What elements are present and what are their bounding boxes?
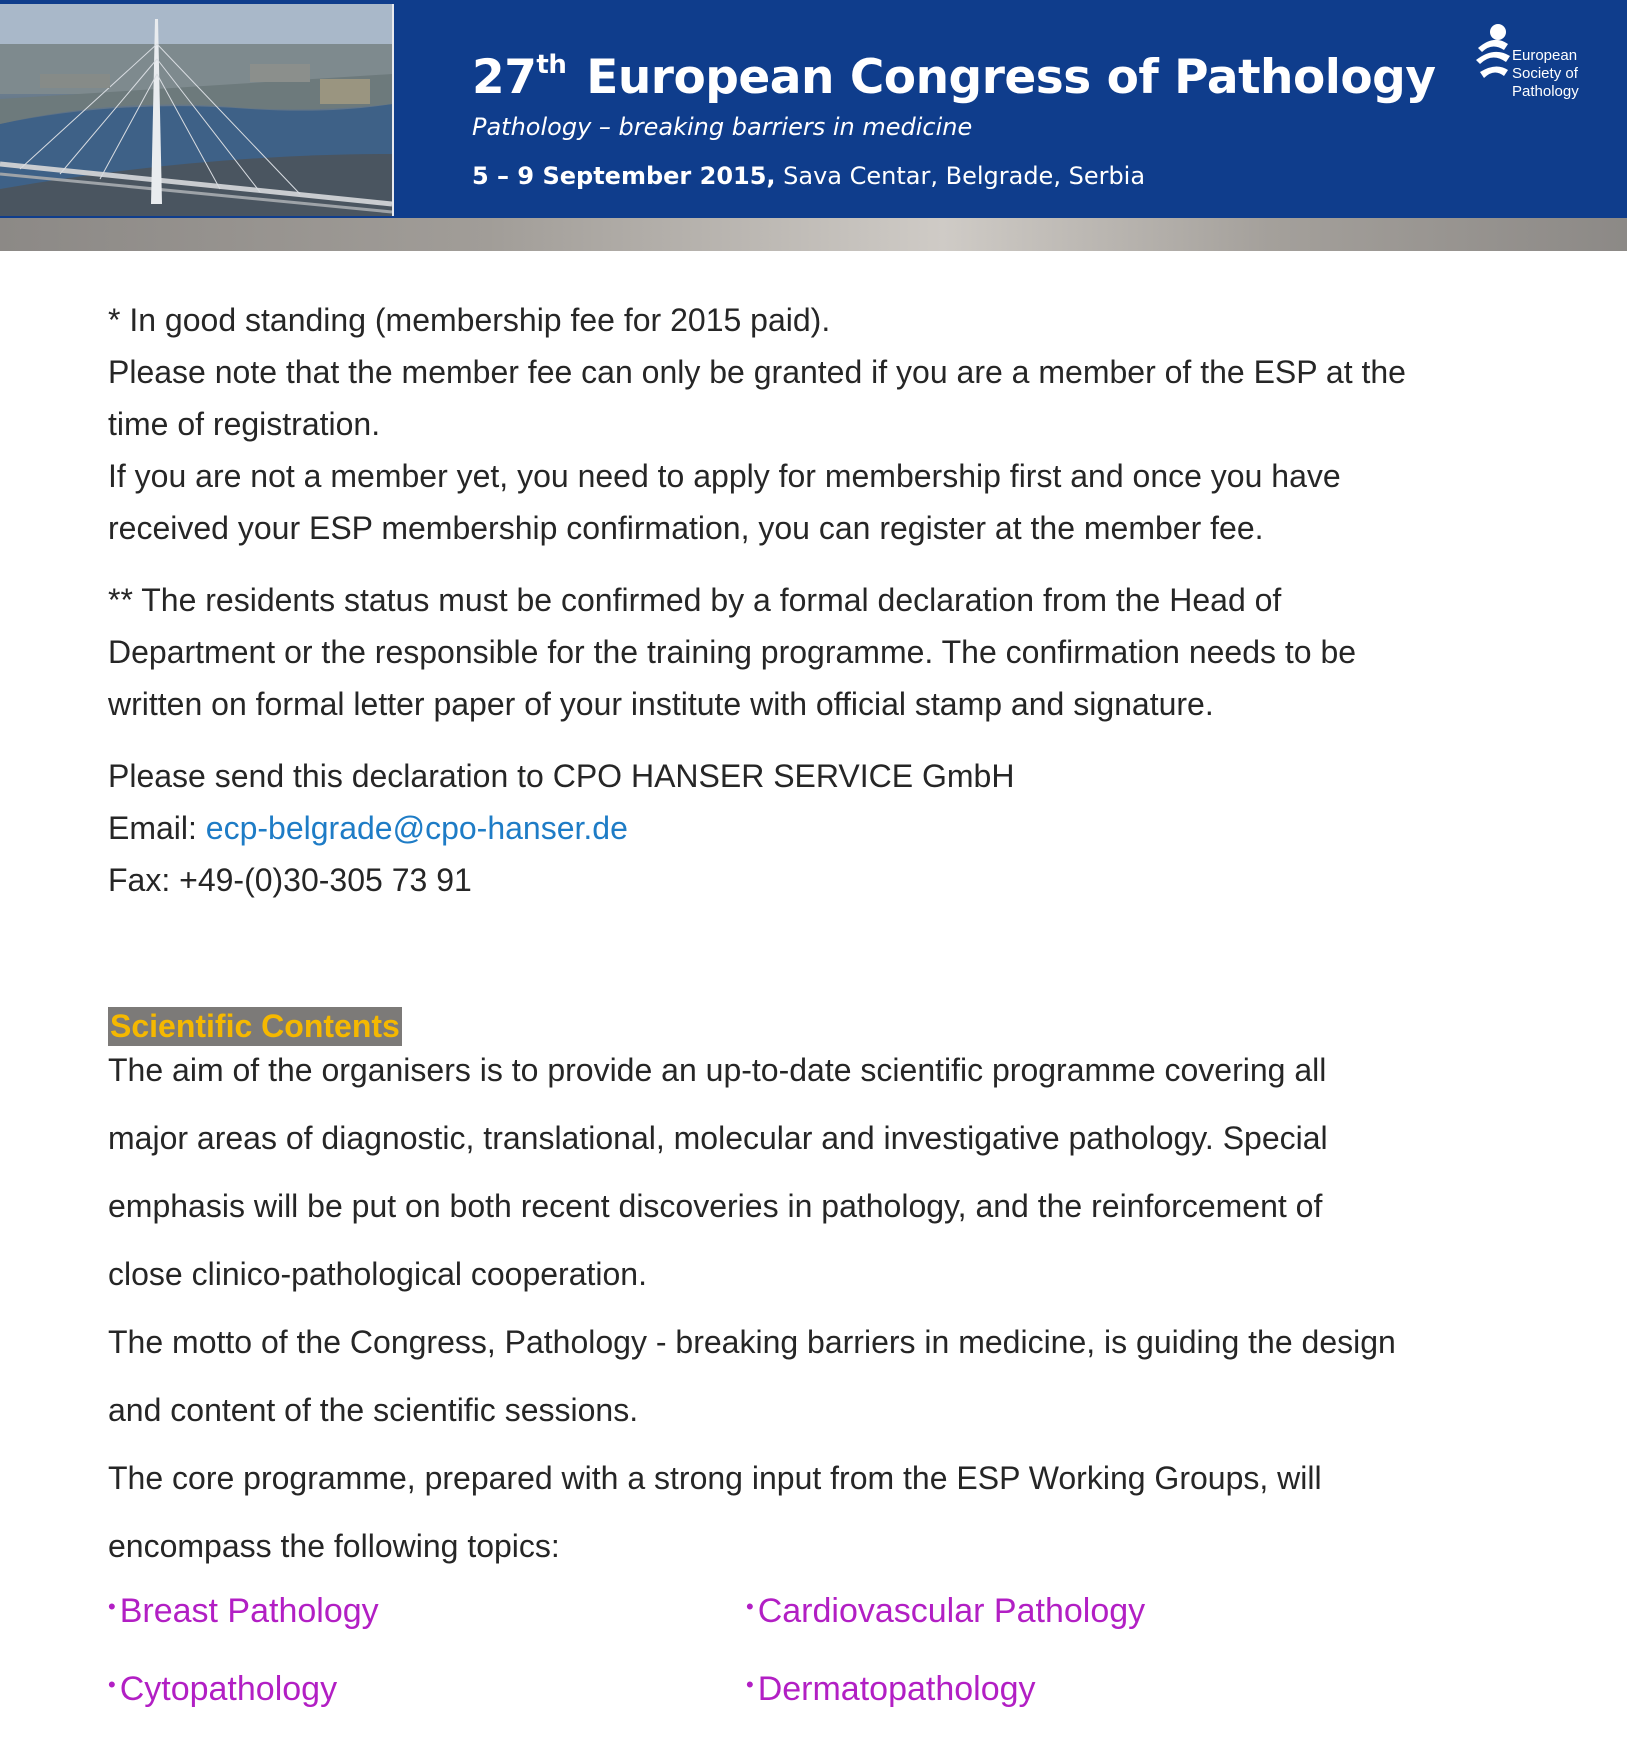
member-fee-text-line1: Please note that the member fee can only be granted if you are a member of the ESP at the bbox=[108, 354, 1406, 390]
motto-text-line1: The motto of the Congress, Pathology - breaking barriers in medicine, is guiding the design bbox=[108, 1324, 1396, 1360]
title-ordinal-suffix: th bbox=[536, 50, 567, 80]
residents-text-line2: Department or the responsible for the training programme. The confirmation needs to be bbox=[108, 634, 1357, 670]
esp-logo bbox=[1474, 22, 1604, 112]
esp-logo-text: European Society of Pathology bbox=[1512, 47, 1579, 100]
topic-cardiovascular-pathology: • Cardiovascular Pathology bbox=[746, 1592, 1146, 1630]
residents-text-line3: written on formal letter paper of your institute with official stamp and signature. bbox=[108, 686, 1214, 722]
aim-text-line3: emphasis will be put on both recent discoveries in pathology, and the reinforcement of bbox=[108, 1188, 1323, 1224]
scientific-contents-heading: Scientific Contents bbox=[110, 1008, 400, 1044]
congress-banner bbox=[0, 0, 1627, 218]
not-member-text-line2: received your ESP membership confirmation, you can register at the member fee. bbox=[108, 510, 1264, 546]
bullet-icon: • bbox=[108, 1594, 116, 1619]
aim-text-line2: major areas of diagnostic, translational, molecular and investigative pathology. Special bbox=[108, 1120, 1328, 1156]
residents-text-line1: ** The residents status must be confirmed by a formal declaration from the Head of bbox=[108, 582, 1282, 618]
banner-text-area bbox=[392, 0, 1627, 218]
aim-text-line4: close clinico-pathological cooperation. bbox=[108, 1256, 647, 1292]
banner-divider-bar bbox=[0, 218, 1627, 251]
topic-dermatopathology: • Dermatopathology bbox=[746, 1670, 1036, 1708]
topic-cytopathology: • Cytopathology bbox=[108, 1670, 338, 1708]
fax-line: Fax: +49-(0)30-305 73 91 bbox=[108, 862, 472, 898]
bullet-icon: • bbox=[108, 1672, 116, 1697]
congress-title: 27th European Congress of Pathology bbox=[472, 50, 1436, 105]
member-fee-text-line2: time of registration. bbox=[108, 406, 381, 442]
aim-text-line1: The aim of the organisers is to provide an up-to-date scientific programme covering all bbox=[108, 1052, 1327, 1088]
core-programme-text-line1: The core programme, prepared with a strong input from the ESP Working Groups, will bbox=[108, 1460, 1322, 1496]
email-label: Email: bbox=[108, 810, 206, 846]
bridge-photo-illustration bbox=[0, 4, 392, 216]
email-line bbox=[108, 810, 628, 847]
send-declaration-text: Please send this declaration to CPO HANSER SERVICE GmbH bbox=[108, 758, 1015, 794]
motto-text-line2: and content of the scientific sessions. bbox=[108, 1392, 639, 1428]
topic-breast-pathology: • Breast Pathology bbox=[108, 1592, 379, 1630]
membership-note: * In good standing (membership fee for 2015 paid). bbox=[108, 302, 831, 338]
bullet-icon: • bbox=[746, 1672, 754, 1697]
email-link[interactable]: ecp-belgrade@cpo-hanser.de bbox=[205, 810, 628, 846]
esp-logo-mark-icon bbox=[1474, 22, 1514, 82]
congress-subtitle: Pathology – breaking barriers in medicine bbox=[472, 113, 973, 141]
congress-dates: 5 – 9 September 2015, Sava Centar, Belgrade, Serbia bbox=[472, 162, 1146, 190]
belgrade-bridge-photo bbox=[0, 4, 394, 216]
bullet-icon: • bbox=[746, 1594, 754, 1619]
not-member-text-line1: If you are not a member yet, you need to apply for membership first and once you have bbox=[108, 458, 1341, 494]
core-programme-text-line2: encompass the following topics: bbox=[108, 1528, 560, 1564]
